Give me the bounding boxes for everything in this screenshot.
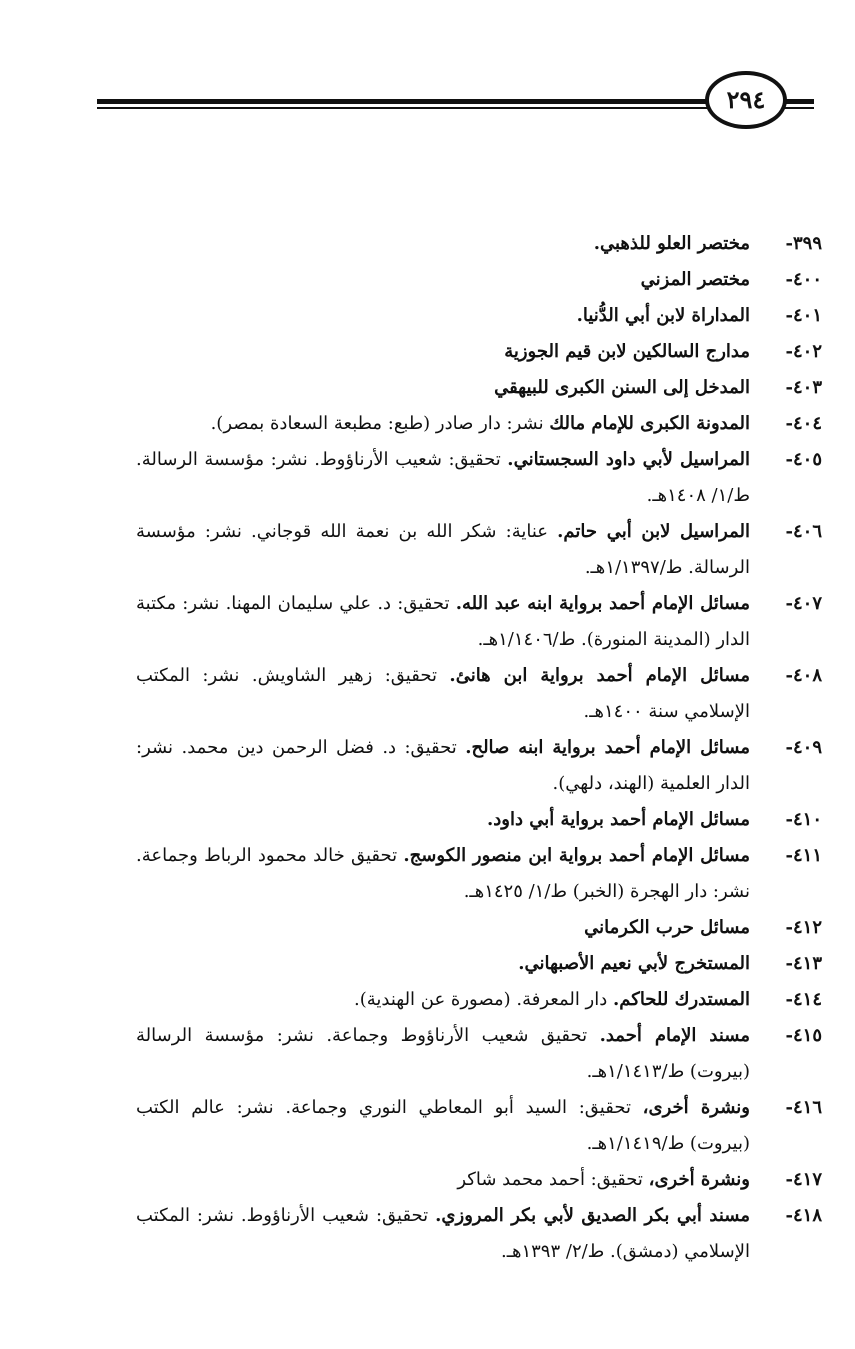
bibliography-entry (136, 226, 822, 262)
entry-number: ٤٠١- (785, 305, 822, 326)
entry-details: دار المعرفة. (مصورة عن الهندية). (353, 989, 613, 1010)
bibliography-entry (136, 1090, 822, 1162)
entry-text (136, 802, 750, 838)
entry-title: ونشرة أخرى، (648, 1169, 750, 1190)
entry-title: مسائل حرب الكرماني (584, 917, 750, 938)
bibliography-entry (136, 1018, 822, 1090)
entry-number: ٤٠٦- (785, 521, 822, 542)
entry-title: المدخل إلى السنن الكبرى للبيهقي (494, 377, 750, 398)
entry-text (136, 514, 750, 586)
entry-details: عناية: شكر الله بن نعمة الله قوجاني. نشر: مؤسسة الرسالة. ط/١/١٣٩٧هـ. (136, 521, 750, 578)
bibliography-entry (136, 442, 822, 514)
entry-number: ٤٠٣- (785, 377, 822, 398)
entry-text (136, 226, 750, 262)
bibliography-entry (136, 406, 822, 442)
entry-number: ٤٠٢- (785, 341, 822, 362)
entry-title: مسائل الإمام أحمد برواية ابن منصور الكوسج. (403, 845, 750, 866)
entry-title: المداراة لابن أبي الدُّنيا. (576, 305, 750, 326)
entry-details: تحقيق: شعيب الأرناؤوط. نشر: المكتب الإسلامي (دمشق). ط/٢/ ١٣٩٣هـ. (136, 1205, 750, 1262)
entry-details: تحقيق شعيب الأرناؤوط وجماعة. نشر: مؤسسة الرسالة (بيروت) ط/١/١٤١٣هـ. (136, 1025, 750, 1082)
bibliography-entry (136, 586, 822, 658)
header-rule-thick (97, 99, 709, 104)
bibliography-entry (136, 910, 822, 946)
entry-number: ٤٠٥- (785, 449, 822, 470)
entry-text (136, 586, 750, 658)
entry-number: ٤٠٩- (785, 737, 822, 758)
entry-title: المستدرك للحاكم. (613, 989, 750, 1010)
entry-text (136, 262, 750, 298)
bibliography-entry (136, 262, 822, 298)
entry-text (136, 1018, 750, 1090)
entry-details: تحقيق: د. فضل الرحمن دين محمد. نشر: الدار العلمية (الهند، دلهي). (136, 737, 750, 794)
entry-details: تحقيق خالد محمود الرباط وجماعة. نشر: دار الهجرة (الخبر) ط/١/ ١٤٢٥هـ. (136, 845, 750, 902)
entry-text (136, 370, 750, 406)
entry-title: مسائل الإمام أحمد برواية ابنه صالح. (465, 737, 750, 758)
entry-text (136, 730, 750, 802)
entry-details: نشر: دار صادر (طبع: مطبعة السعادة بمصر). (210, 413, 550, 434)
entry-number: ٤١١- (785, 845, 822, 866)
entry-details: تحقيق: شعيب الأرناؤوط. نشر: مؤسسة الرسالة. ط/١/ ١٤٠٨هـ. (136, 449, 750, 506)
entry-details: تحقيق: د. علي سليمان المهنا. نشر: مكتبة الدار (المدينة المنورة). ط/١/١٤٠٦هـ. (136, 593, 750, 650)
page-number-badge (705, 71, 787, 129)
entry-details: تحقيق: السيد أبو المعاطي النوري وجماعة. نشر: عالم الكتب (بيروت) ط/١/١٤١٩هـ. (136, 1097, 750, 1154)
bibliography-entry (136, 370, 822, 406)
entry-number: ٤١٤- (785, 989, 822, 1010)
entry-number: ٣٩٩- (785, 233, 822, 254)
bibliography-entry (136, 658, 822, 730)
entry-number: ٤١٨- (785, 1205, 822, 1226)
entry-title: المراسيل لابن أبي حاتم. (557, 521, 750, 542)
bibliography-list (136, 226, 822, 1270)
entry-title: مسند أبي بكر الصديق لأبي بكر المروزي. (435, 1205, 750, 1226)
entry-title: المستخرج لأبي نعيم الأصبهاني. (518, 953, 750, 974)
entry-number: ٤٠٠- (785, 269, 822, 290)
bibliography-entry (136, 1162, 822, 1198)
entry-number: ٤٠٤- (785, 413, 822, 434)
entry-number: ٤٠٧- (785, 593, 822, 614)
entry-number: ٤١٣- (785, 953, 822, 974)
entry-number: ٤٠٨- (785, 665, 822, 686)
entry-text (136, 334, 750, 370)
entry-title: مسائل الإمام أحمد برواية أبي داود. (487, 809, 750, 830)
entry-text (136, 982, 750, 1018)
entry-text (136, 1090, 750, 1162)
entry-text (136, 298, 750, 334)
entry-number: ٤١٧- (785, 1169, 822, 1190)
page-number: ٢٩٤ (726, 85, 766, 114)
bibliography-entry (136, 514, 822, 586)
entry-text (136, 406, 750, 442)
entry-title: ونشرة أخرى، (642, 1097, 750, 1118)
entry-number: ٤١٦- (785, 1097, 822, 1118)
header-rule-right-thin (784, 107, 814, 109)
header-rule-thin (97, 107, 709, 109)
bibliography-entry (136, 334, 822, 370)
header-rule-right-thick (784, 99, 814, 104)
bibliography-entry (136, 982, 822, 1018)
entry-number: ٤١٢- (785, 917, 822, 938)
entry-number: ٤١٥- (785, 1025, 822, 1046)
entry-text (136, 946, 750, 982)
bibliography-entry (136, 298, 822, 334)
entry-details: تحقيق: زهير الشاويش. نشر: المكتب الإسلامي سنة ١٤٠٠هـ. (136, 665, 750, 722)
bibliography-entry (136, 946, 822, 982)
entry-title: مختصر المزني (640, 269, 750, 290)
entry-title: مسائل الإمام أحمد برواية ابن هانئ. (449, 665, 750, 686)
bibliography-entry (136, 730, 822, 802)
entry-title: مختصر العلو للذهبي. (593, 233, 750, 254)
entry-title: مدارج السالكين لابن قيم الجوزية (504, 341, 750, 362)
entry-text (136, 910, 750, 946)
entry-title: المراسيل لأبي داود السجستاني. (507, 449, 750, 470)
entry-text (136, 1198, 750, 1270)
bibliography-entry (136, 1198, 822, 1270)
entry-text (136, 1162, 750, 1198)
entry-text (136, 442, 750, 514)
entry-title: المدونة الكبرى للإمام مالك (549, 413, 750, 434)
entry-number: ٤١٠- (785, 809, 822, 830)
entry-title: مسائل الإمام أحمد برواية ابنه عبد الله. (455, 593, 750, 614)
entry-text (136, 838, 750, 910)
bibliography-entry (136, 838, 822, 910)
entry-details: تحقيق: أحمد محمد شاكر (457, 1169, 649, 1190)
bibliography-entry (136, 802, 822, 838)
entry-text (136, 658, 750, 730)
entry-title: مسند الإمام أحمد. (599, 1025, 750, 1046)
